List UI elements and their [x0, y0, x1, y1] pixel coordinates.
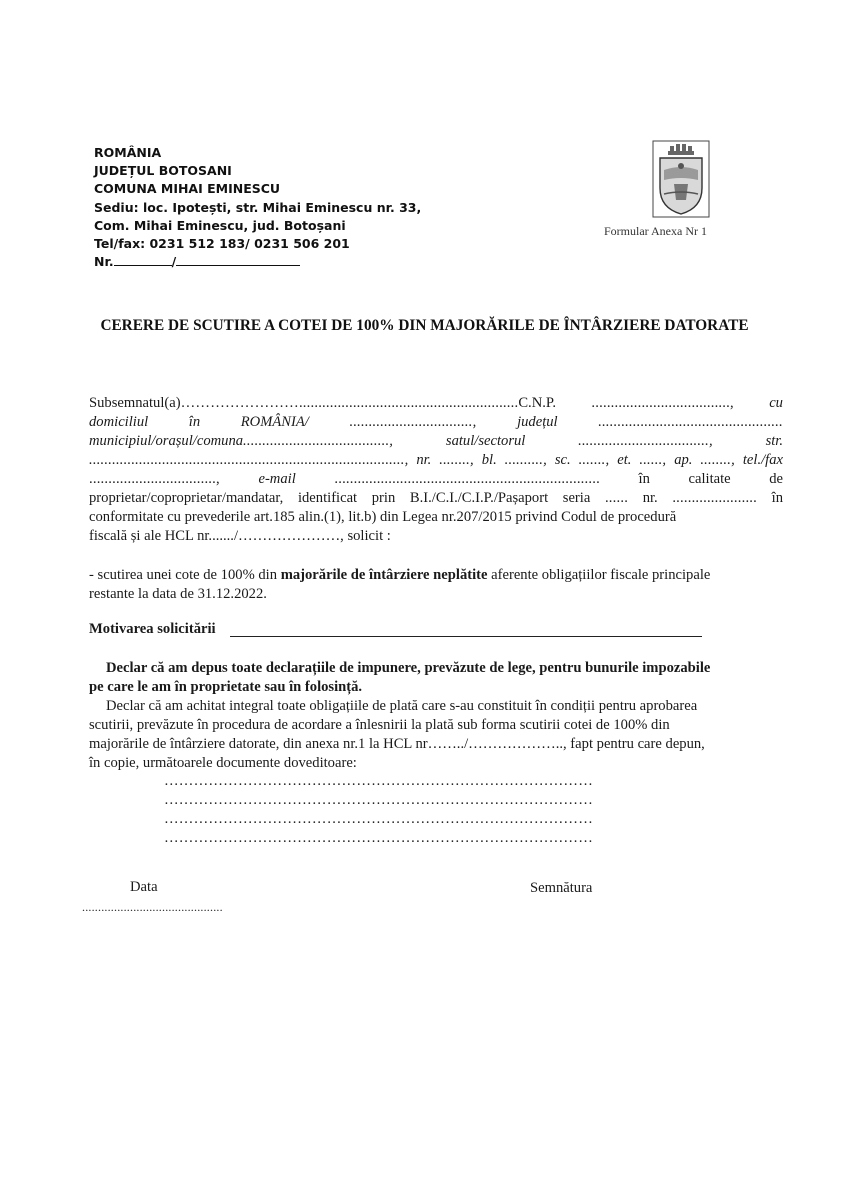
document-line-3[interactable]: ……………………………………………………………………………: [164, 811, 594, 827]
applicant-line-7: conformitate cu prevederile art.185 alin.(1), lit.b) din Legea nr.207/2015 privind Codul de procedură: [89, 509, 677, 525]
signature-label: Semnătura: [530, 880, 593, 896]
document-line-4[interactable]: ……………………………………………………………………………: [164, 830, 594, 846]
header-county: JUDEȚUL BOTOSANI: [94, 163, 232, 179]
header-phone: Tel/fax: 0231 512 183/ 0231 506 201: [94, 236, 350, 252]
declaration-line-2: pe care le am în proprietate sau în folosință.: [89, 679, 363, 695]
nr-label: Nr.: [94, 254, 114, 270]
motivation-field[interactable]: [230, 620, 702, 637]
applicant-line-6: proprietar/coproprietar/mandatar, identificat prin B.I./C.I./C.I.P./Pașaport seria ...... nr. ...................... în: [89, 490, 783, 506]
applicant-line-8: fiscală și ale HCL nr......./…………………, solicit :: [89, 528, 391, 544]
applicant-line-5: ................................., e-mail ..................................................................... în calitate de: [89, 471, 784, 487]
applicant-line-3: municipiul/orașul/comuna......................................, satul/sectorul .................................., str.: [89, 433, 784, 449]
applicant-line-4: .................................................................................., nr. ........, bl. .........., sc. ......., et. ......, ap. ........, tel./fax: [89, 452, 783, 468]
declaration-line-4: scutirii, prevăzute în procedura de acordare a înlesnirii la plată sub forma scutirii cotei de 100% din: [89, 717, 670, 733]
document-line-1[interactable]: ……………………………………………………………………………: [164, 773, 594, 789]
commune-coat-of-arms-icon: [652, 140, 710, 218]
header-address: Sediu: loc. Ipotești, str. Mihai Eminescu nr. 33,: [94, 199, 422, 215]
applicant-line-2: domiciliul în ROMÂNIA/ ................................, județul ................................................: [89, 414, 783, 430]
document-title: CERERE DE SCUTIRE A COTEI DE 100% DIN MAJORĂRILE DE ÎNTÂRZIERE DATORATE: [100, 317, 749, 334]
declaration-line-3: Declar că am achitat integral toate obligațiile de plată care s-au constituit în condiții pentru aprobarea: [106, 698, 698, 714]
header-country: ROMÂNIA: [94, 145, 162, 160]
request-line-2: restante la data de 31.12.2022.: [89, 586, 267, 602]
applicant-line-1: Subsemnatul(a)…………………….........................................................C.N.P. ...................................., cu: [89, 395, 783, 411]
document-line-2[interactable]: ……………………………………………………………………………: [164, 792, 594, 808]
request-line-1: - scutirea unei cote de 100% din majorările de întârziere neplătite aferente obligațiilor fiscale principale: [89, 567, 711, 583]
institution-header: [94, 144, 454, 271]
form-annex-label: Formular Anexa Nr 1: [604, 224, 707, 238]
header-commune: COMUNA MIHAI EMINESCU: [94, 181, 281, 197]
date-label: Data: [130, 879, 158, 895]
date-field[interactable]: ............................................: [82, 900, 223, 914]
declaration-line-5: majorările de întârziere datorate, din anexa nr.1 la HCL nr……../……………….., fapt pentru care depun,: [89, 736, 705, 752]
declaration-line-6: în copie, următoarele documente doveditoare:: [89, 755, 357, 771]
header-registration-number: Nr. /: [94, 253, 454, 271]
declaration-line-1: Declar că am depus toate declarațiile de impunere, prevăzute de lege, pentru bunurile impozabile: [106, 660, 711, 676]
header-address-2: Com. Mihai Eminescu, jud. Botoșani: [94, 217, 346, 233]
motivation-label: Motivarea solicitării: [89, 621, 216, 637]
